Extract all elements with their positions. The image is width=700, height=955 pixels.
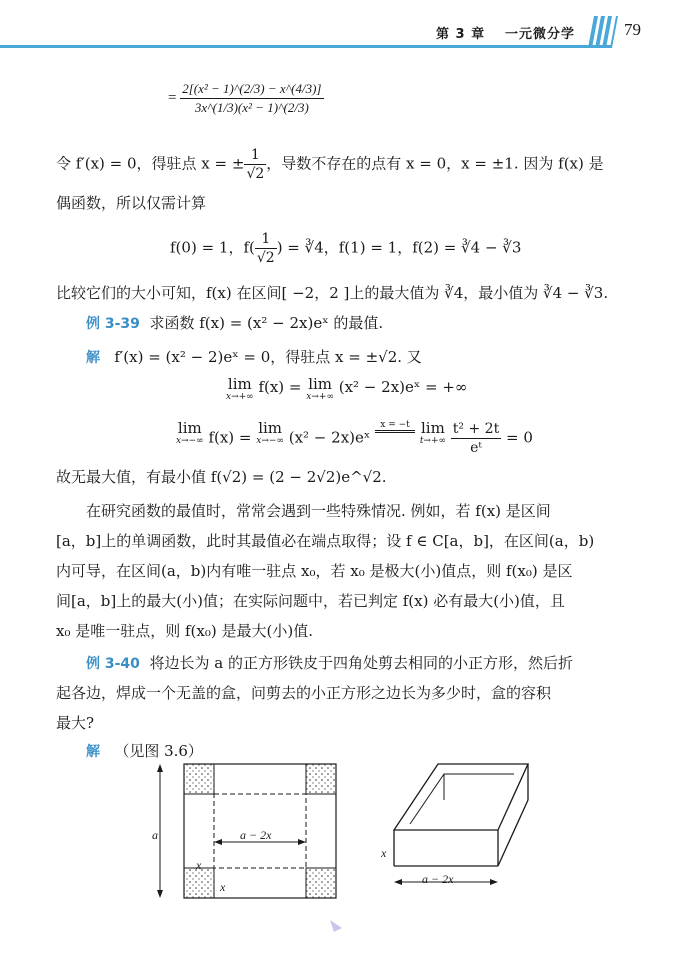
chapter-number: 第 3 章 xyxy=(436,27,486,42)
example-label: 例 3-40 xyxy=(86,656,140,672)
solution-3-39: 解 f′(x) = (x² − 2)eˣ = 0，得驻点 x = ±√2. 又 xyxy=(86,348,422,366)
page-corner-mark-icon xyxy=(328,918,344,934)
example-label: 例 3-39 xyxy=(86,316,140,332)
header-stripes-decoration xyxy=(580,16,620,48)
example-3-40-line-3: 最大? xyxy=(56,714,95,732)
example-3-39: 例 3-39 求函数 f(x) = (x² − 2x)eˣ 的最值. xyxy=(86,314,384,332)
limit-plus-infinity: lim x→+∞ f(x) = lim x→+∞ (x² − 2x)eˣ = +∞ xyxy=(226,375,468,402)
chapter-title: 一元微分学 xyxy=(505,27,576,42)
label-side-a: a xyxy=(152,828,158,842)
paragraph-special-line-5: x₀ 是唯一驻点，则 f(x₀) 是最大(小)值. xyxy=(56,622,313,640)
formula-values: f(0) = 1，f( $\frac{1}{√2}$ ) = ∛4，f(1) = 1，f(2) = ∛4 − ∛3 xyxy=(170,231,522,266)
solution-label: 解 xyxy=(86,744,100,760)
example-3-40: 例 3-40 将边长为 a 的正方形铁皮于四角处剪去相同的小正方形，然后折 xyxy=(86,654,573,672)
label-corner-x-1: x xyxy=(196,858,202,872)
solution-3-40: 解 （见图 3.6） xyxy=(86,742,203,760)
solution-label: 解 xyxy=(86,350,100,366)
paragraph-special-line-3: 内可导，在区间(a，b)内有唯一驻点 x₀，若 x₀ 是极大(小)值点，则 f(x₀) 是区 xyxy=(56,562,573,580)
paragraph-compare: 比较它们的大小可知，f(x) 在区间[ −2，2 ]上的最大值为 ∛4，最小值为 ∛4 − ∛3. xyxy=(56,284,609,302)
paragraph-even-function: 偶函数，所以仅需计算 xyxy=(56,194,207,212)
conclusion-3-39: 故无最大值，有最小值 f(√2) = (2 − 2√2)e^√2. xyxy=(56,468,387,486)
paragraph-special-line-4: 间[a，b]上的最大(小)值；在实际问题中，若已判定 f(x) 必有最大(小)值，且 xyxy=(56,592,565,610)
label-corner-x-2: x xyxy=(220,880,226,894)
limit-minus-infinity: lim x→−∞ f(x) = lim x→−∞ (x² − 2x)eˣ x = −t lim t→+∞ $\frac{\text{t² + 2t}}{\text{eᵗ}}$ = 0 xyxy=(176,419,533,456)
paragraph-stationary-points: 令 f′(x) = 0，得驻点 x = ± $\frac{1}{√2}$ ，导数不存在的点有 x = 0，x = ±1. 因为 f(x) 是 xyxy=(56,147,604,182)
figure-open-box xyxy=(380,760,530,895)
paragraph-special-line-2: [a，b]上的单调函数，此时其最值必在端点取得；设 f ∈ C[a，b]，在区间(a，b) xyxy=(56,532,595,550)
header-rule xyxy=(0,45,612,48)
label-inner-width: a − 2x xyxy=(240,828,272,842)
label-box-width: a − 2x xyxy=(422,872,454,886)
paragraph-special-line-1: 在研究函数的最值时，常常会遇到一些特殊情况. 例如，若 f(x) 是区间 xyxy=(86,502,551,520)
label-box-height: x xyxy=(381,846,387,860)
formula-derivative: = $\frac{\text{2[(x² − 1)\textasciicircum{}(2/3) − x\textasciicircum{}(4/3)]}}{\text{3x\textasciicircum{}(1/3)(x² − 1)\textasciicircum{}(2/3)}}$ xyxy=(168,81,322,115)
example-3-40-line-2: 起各边，焊成一个无盖的盒，问剪去的小正方形之边长为多少时，盒的容积 xyxy=(56,684,552,702)
page-number: 79 xyxy=(624,20,641,39)
